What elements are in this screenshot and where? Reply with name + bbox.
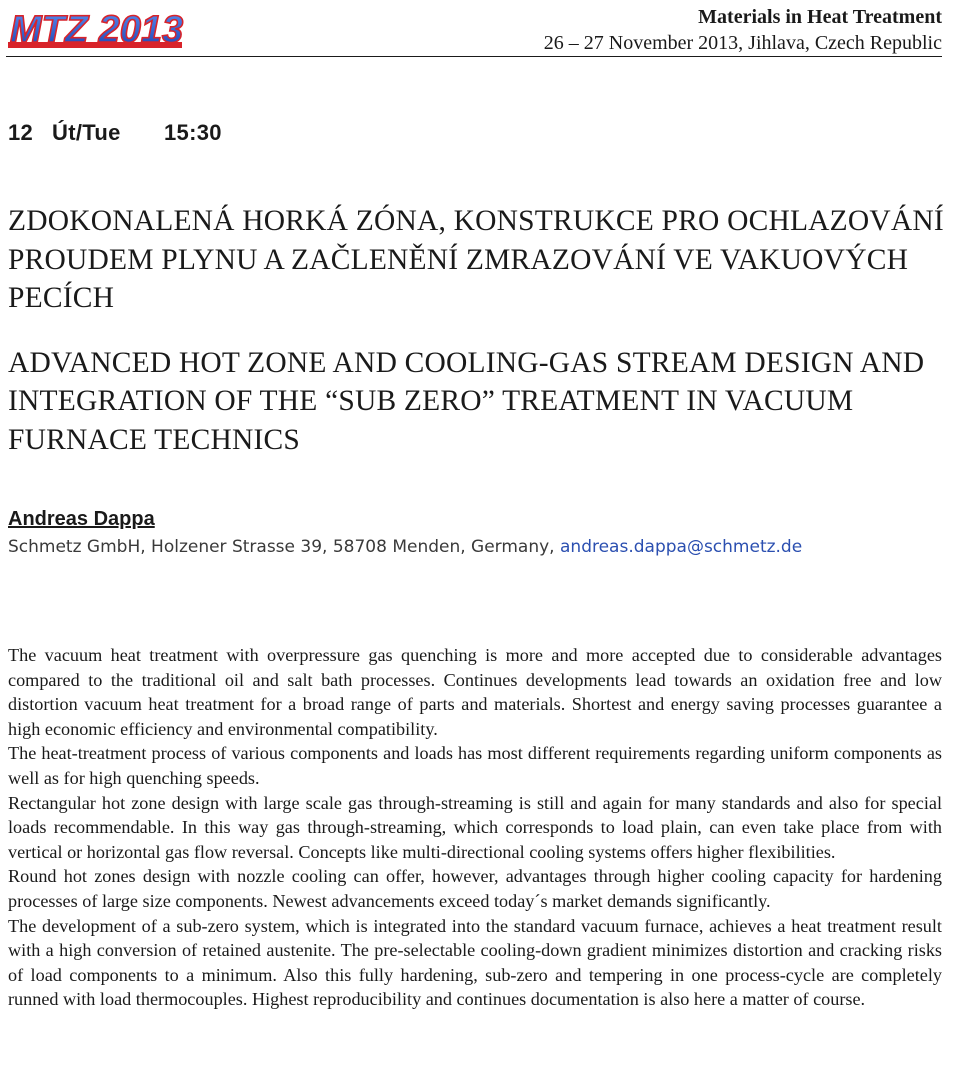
title-english: ADVANCED HOT ZONE AND COOLING-GAS STREAM DESIGN AND INTEGRATION OF THE “SUB ZERO” TREATMENT IN VACUUM FURNACE TECHNICS <box>8 346 925 456</box>
logo-text: MTZ 2013 <box>10 9 184 51</box>
author-name: Andreas Dappa <box>8 508 155 530</box>
abstract-paragraph: The heat-treatment process of various components and loads has most different requirements regarding uniform components as well as for high quenching speeds. <box>8 743 942 788</box>
author-email-link[interactable]: andreas.dappa@schmetz.de <box>560 537 803 557</box>
abstract-paragraph: Rectangular hot zone design with large scale gas through-streaming is still and again for many standards and also for special loads recommendable. In this way gas through-streaming, which corresponds to load plain, can even take place from with vertical or horizontal gas flow reversal. Concepts like multi-directional cooling systems offers higher flexibilities. <box>8 792 942 862</box>
session-slot <box>8 120 222 146</box>
abstract-paragraph: The vacuum heat treatment with overpressure gas quenching is more and more accepted due to considerable advantages compared to the traditional oil and salt bath processes. Continues developments lead towards an oxidation free and low distortion vacuum heat treatment for a broad range of parts and materials. Shortest and energy saving processes guarantee a high economic efficiency and environmental compatibility. <box>8 645 942 739</box>
paper-titles <box>8 202 948 459</box>
mtz-2013-logo <box>6 4 184 54</box>
session-time: 15:30 <box>164 120 222 145</box>
conference-date-place: 26 – 27 November 2013, Jihlava, Czech Republic <box>543 32 942 54</box>
author-affiliation <box>8 537 802 557</box>
conference-title: Materials in Heat Treatment <box>698 6 942 28</box>
abstract-paragraph: Round hot zones design with nozzle cooling can offer, however, advantages through higher cooling capacity for hardening processes of large size components. Newest advancements exceed today´s market demands significantly. <box>8 866 942 911</box>
session-day: Út/Tue <box>52 120 121 145</box>
abstract-paragraph: The development of a sub-zero system, which is integrated into the standard vacuum furnace, achieves a heat treatment result with a high conversion of retained austenite. The pre-selectable cooling-down gradient minimizes distortion and cracking risks of load components to a minimum. Also this fully hardening, sub-zero and tempering in one process-cycle are completely runned with load thermocouples. Highest reproducibility and continues documentation is also here a matter of course. <box>8 915 942 1010</box>
header-divider <box>6 56 942 57</box>
session-number: 12 <box>8 120 34 145</box>
conference-header <box>544 4 942 56</box>
title-czech: ZDOKONALENÁ HORKÁ ZÓNA, KONSTRUKCE PRO OCHLAZOVÁNÍ PROUDEM PLYNU A ZAČLENĚNÍ ZMRAZOVÁNÍ VE VAKUOVÝCH PECÍCH <box>8 205 944 314</box>
abstract <box>8 643 942 1012</box>
affiliation-text: Schmetz GmbH, Holzener Strasse 39, 58708 Menden, Germany, <box>8 537 560 557</box>
